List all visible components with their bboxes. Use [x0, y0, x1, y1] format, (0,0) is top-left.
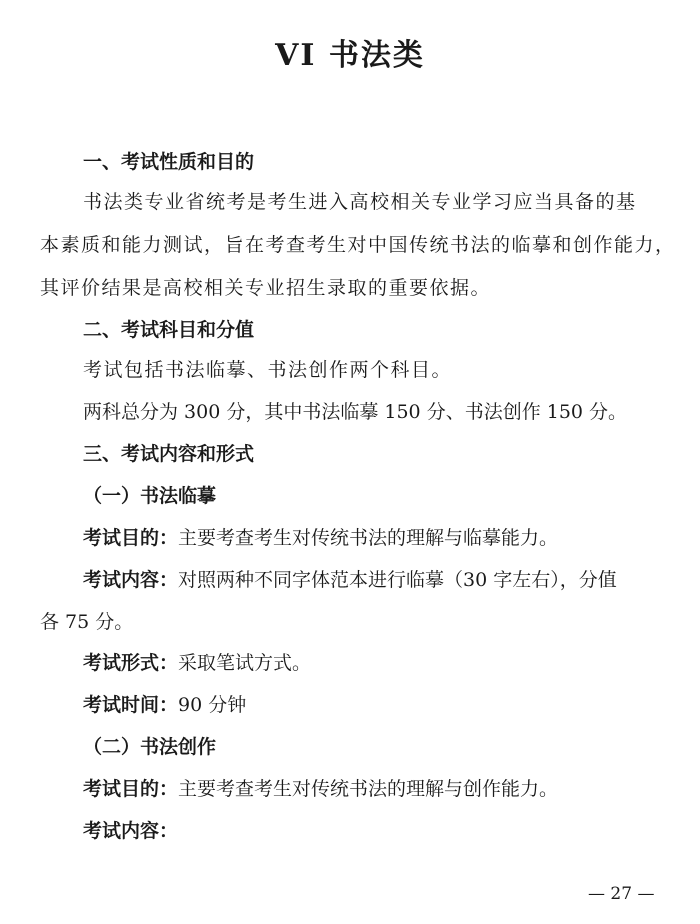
sub2-purpose-text: 主要考查考生对传统书法的理解与创作能力。: [178, 778, 559, 800]
section-1-paragraph-line-1: 书法类专业省统考是考生进入高校相关专业学习应当具备的基: [83, 191, 637, 213]
sub2-content-label: 考试内容：: [83, 820, 179, 842]
section-heading-3: 三、考试内容和形式: [83, 443, 255, 465]
section-heading-1: 一、考试性质和目的: [83, 151, 255, 173]
sub1-time-text: 90 分钟: [178, 694, 247, 716]
sub1-form-text: 采取笔试方式。: [178, 652, 312, 674]
section-heading-2: 二、考试科目和分值: [83, 319, 255, 341]
sub1-form-row: [83, 651, 311, 675]
sub1-content-text-line-1: 对照两种不同字体范本进行临摹（30 字左右），分值: [178, 569, 617, 591]
sub2-purpose-label: 考试目的：: [83, 778, 179, 800]
sub1-content-row: [83, 568, 617, 592]
sub1-time-row: [83, 693, 246, 717]
subsection-heading-2: （二）书法创作: [83, 736, 217, 758]
section-2-line-1: 考试包括书法临摹、书法创作两个科目。: [83, 359, 453, 381]
sub1-purpose-row: [83, 526, 558, 550]
page-title: VI 书法类: [275, 38, 425, 73]
sub1-purpose-text: 主要考查考生对传统书法的理解与临摹能力。: [178, 527, 559, 549]
sub1-content-text-line-2: 各 75 分。: [40, 611, 134, 633]
sub2-purpose-row: [83, 777, 558, 801]
subsection-heading-1: （一）书法临摹: [83, 485, 217, 507]
sub1-time-label: 考试时间：: [83, 694, 179, 716]
sub1-content-label: 考试内容：: [83, 569, 179, 591]
page-number: — 27 —: [588, 884, 655, 904]
section-1-paragraph-line-2: 本素质和能力测试，旨在考查考生对中国传统书法的临摹和创作能力，: [40, 234, 676, 256]
sub1-form-label: 考试形式：: [83, 652, 179, 674]
section-1-paragraph-line-3: 其评价结果是高校相关专业招生录取的重要依据。: [40, 277, 492, 299]
sub1-purpose-label: 考试目的：: [83, 527, 179, 549]
section-2-line-2: 两科总分为 300 分，其中书法临摹 150 分、书法创作 150 分。: [83, 401, 628, 423]
sub2-content-row: [83, 819, 178, 843]
